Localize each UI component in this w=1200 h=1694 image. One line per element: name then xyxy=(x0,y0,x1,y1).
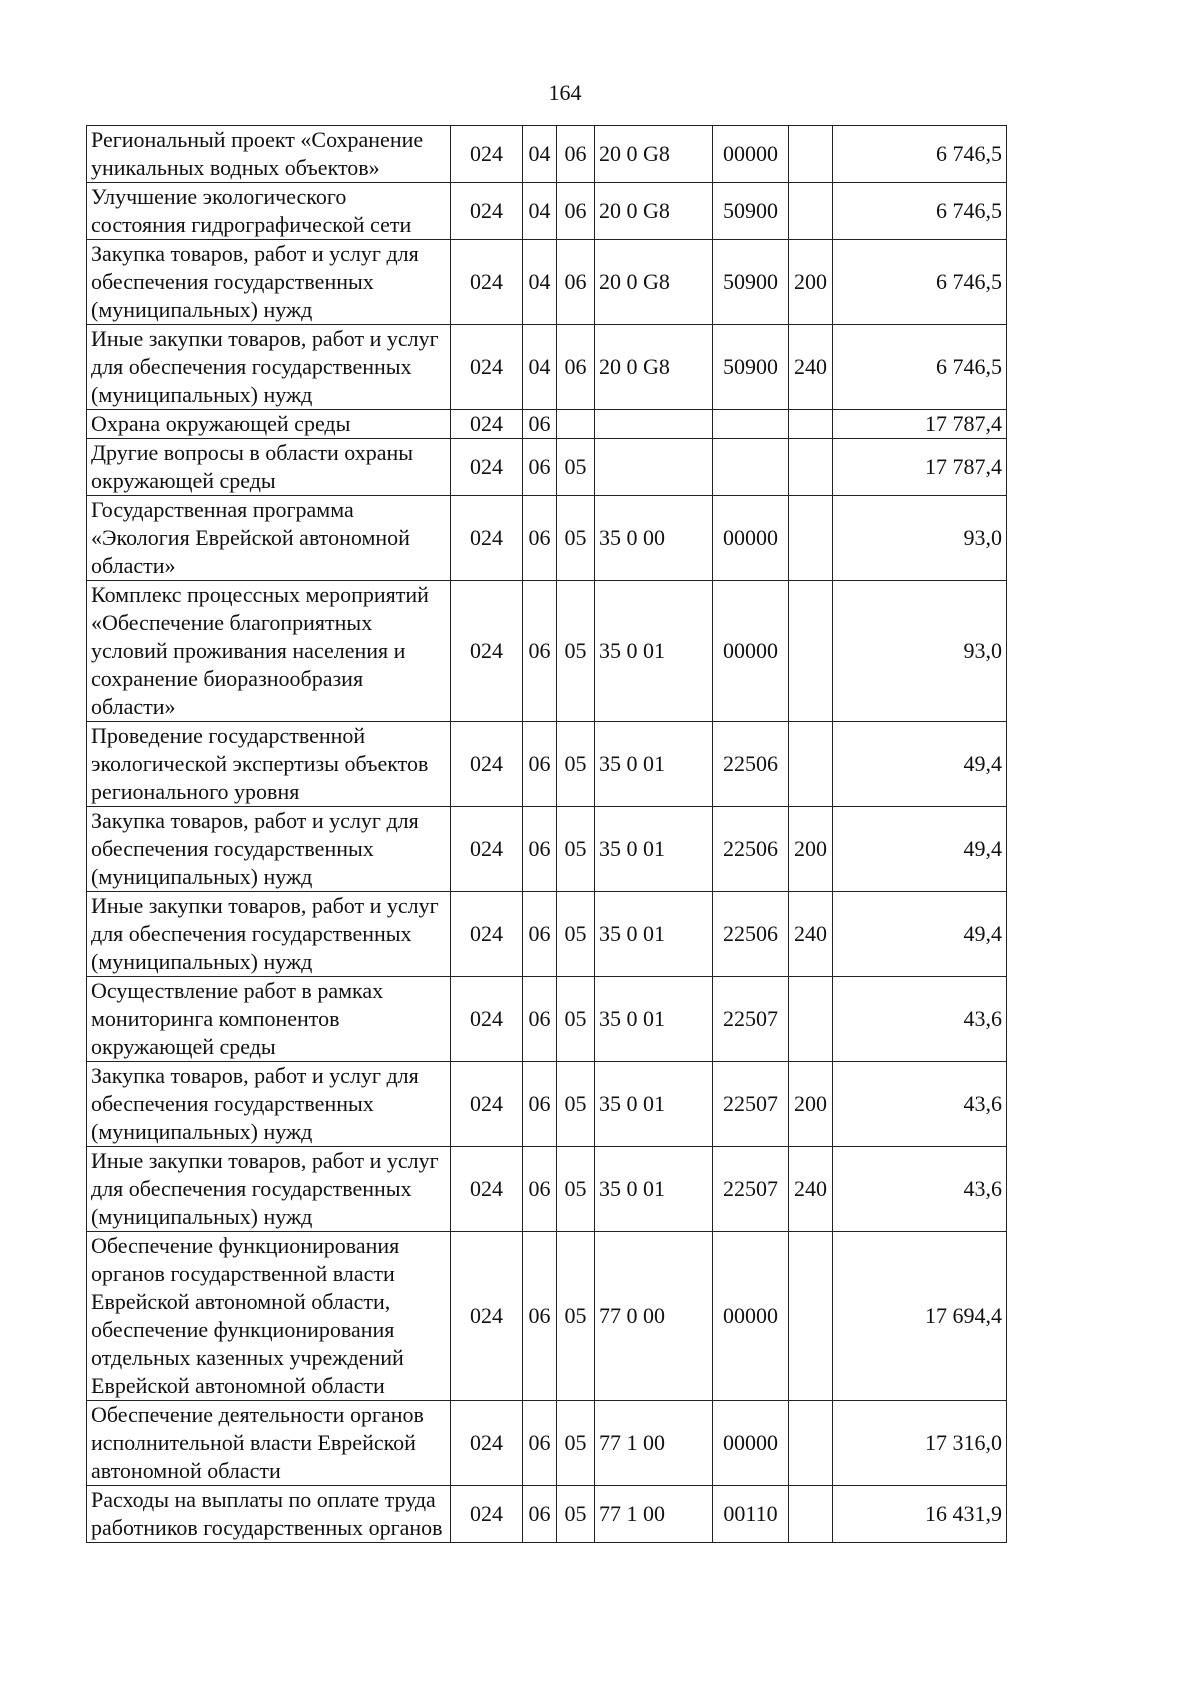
row-name-cell: Иные закупки товаров, работ и услуг для обеспечения государственных (муниципальных) нужд xyxy=(87,1147,451,1232)
table-row xyxy=(87,722,1007,807)
program-code-cell xyxy=(595,439,713,496)
subsection-code-cell: 05 xyxy=(557,496,595,581)
budget-table xyxy=(86,125,1007,1543)
section-code-cell: 06 xyxy=(523,722,557,807)
row-name-cell: Иные закупки товаров, работ и услуг для обеспечения государственных (муниципальных) нужд xyxy=(87,892,451,977)
program-code-cell xyxy=(595,410,713,439)
subsection-code-cell: 05 xyxy=(557,722,595,807)
section-code-cell: 06 xyxy=(523,1232,557,1401)
subsection-code-cell: 05 xyxy=(557,1401,595,1486)
amount-cell: 43,6 xyxy=(833,1147,1007,1232)
table-row xyxy=(87,1062,1007,1147)
ved-code-cell: 024 xyxy=(451,581,523,722)
row-name-cell: Закупка товаров, работ и услуг для обеспечения государственных (муниципальных) нужд xyxy=(87,1062,451,1147)
amount-cell: 17 694,4 xyxy=(833,1232,1007,1401)
table-row xyxy=(87,496,1007,581)
subsection-code-cell: 05 xyxy=(557,892,595,977)
direction-code-cell: 22507 xyxy=(713,977,789,1062)
program-code-cell: 35 0 00 xyxy=(595,496,713,581)
amount-cell: 43,6 xyxy=(833,977,1007,1062)
row-name-cell: Расходы на выплаты по оплате труда работников государственных органов xyxy=(87,1486,451,1543)
direction-code-cell: 22507 xyxy=(713,1062,789,1147)
program-code-cell: 35 0 01 xyxy=(595,892,713,977)
table-row xyxy=(87,1486,1007,1543)
section-code-cell: 06 xyxy=(523,977,557,1062)
amount-cell: 6 746,5 xyxy=(833,183,1007,240)
subsection-code-cell: 05 xyxy=(557,1486,595,1543)
expense-type-cell xyxy=(789,183,833,240)
table-row xyxy=(87,977,1007,1062)
table-row xyxy=(87,240,1007,325)
expense-type-cell xyxy=(789,1232,833,1401)
program-code-cell: 20 0 G8 xyxy=(595,183,713,240)
expense-type-cell xyxy=(789,581,833,722)
direction-code-cell: 00000 xyxy=(713,1401,789,1486)
expense-type-cell: 240 xyxy=(789,892,833,977)
expense-type-cell xyxy=(789,722,833,807)
expense-type-cell xyxy=(789,126,833,183)
row-name-cell: Иные закупки товаров, работ и услуг для обеспечения государственных (муниципальных) нужд xyxy=(87,325,451,410)
subsection-code-cell: 05 xyxy=(557,1062,595,1147)
section-code-cell: 06 xyxy=(523,1062,557,1147)
ved-code-cell: 024 xyxy=(451,496,523,581)
table-row xyxy=(87,439,1007,496)
page-number: 164 xyxy=(548,80,582,105)
expense-type-cell xyxy=(789,439,833,496)
amount-cell: 43,6 xyxy=(833,1062,1007,1147)
direction-code-cell: 22506 xyxy=(713,892,789,977)
section-code-cell: 06 xyxy=(523,439,557,496)
amount-cell: 6 746,5 xyxy=(833,126,1007,183)
section-code-cell: 06 xyxy=(523,807,557,892)
program-code-cell: 35 0 01 xyxy=(595,1062,713,1147)
ved-code-cell: 024 xyxy=(451,183,523,240)
subsection-code-cell: 05 xyxy=(557,1232,595,1401)
subsection-code-cell: 06 xyxy=(557,325,595,410)
expense-type-cell: 200 xyxy=(789,240,833,325)
row-name-cell: Государственная программа «Экология Еврейской автономной области» xyxy=(87,496,451,581)
amount-cell: 49,4 xyxy=(833,722,1007,807)
program-code-cell: 77 0 00 xyxy=(595,1232,713,1401)
section-code-cell: 06 xyxy=(523,1147,557,1232)
ved-code-cell: 024 xyxy=(451,410,523,439)
expense-type-cell xyxy=(789,496,833,581)
ved-code-cell: 024 xyxy=(451,807,523,892)
section-code-cell: 06 xyxy=(523,581,557,722)
direction-code-cell: 00000 xyxy=(713,1232,789,1401)
ved-code-cell: 024 xyxy=(451,126,523,183)
ved-code-cell: 024 xyxy=(451,722,523,807)
section-code-cell: 04 xyxy=(523,325,557,410)
program-code-cell: 20 0 G8 xyxy=(595,240,713,325)
amount-cell: 6 746,5 xyxy=(833,240,1007,325)
ved-code-cell: 024 xyxy=(451,1147,523,1232)
row-name-cell: Обеспечение функционирования органов государственной власти Еврейской автономной области, обеспечение функционирования отдельных казенных учреждений Еврейской автономной области xyxy=(87,1232,451,1401)
table-row xyxy=(87,410,1007,439)
amount-cell: 16 431,9 xyxy=(833,1486,1007,1543)
ved-code-cell: 024 xyxy=(451,977,523,1062)
section-code-cell: 06 xyxy=(523,1401,557,1486)
table-row xyxy=(87,1401,1007,1486)
direction-code-cell xyxy=(713,439,789,496)
ved-code-cell: 024 xyxy=(451,1062,523,1147)
row-name-cell: Проведение государственной экологической экспертизы объектов регионального уровня xyxy=(87,722,451,807)
row-name-cell: Закупка товаров, работ и услуг для обеспечения государственных (муниципальных) нужд xyxy=(87,807,451,892)
ved-code-cell: 024 xyxy=(451,1232,523,1401)
table-row xyxy=(87,126,1007,183)
row-name-cell: Региональный проект «Сохранение уникальных водных объектов» xyxy=(87,126,451,183)
row-name-cell: Охрана окружающей среды xyxy=(87,410,451,439)
program-code-cell: 35 0 01 xyxy=(595,977,713,1062)
program-code-cell: 35 0 01 xyxy=(595,581,713,722)
ved-code-cell: 024 xyxy=(451,1486,523,1543)
amount-cell: 17 316,0 xyxy=(833,1401,1007,1486)
subsection-code-cell: 05 xyxy=(557,1147,595,1232)
direction-code-cell: 50900 xyxy=(713,240,789,325)
program-code-cell: 77 1 00 xyxy=(595,1401,713,1486)
row-name-cell: Улучшение экологического состояния гидрографической сети xyxy=(87,183,451,240)
direction-code-cell: 50900 xyxy=(713,183,789,240)
row-name-cell: Закупка товаров, работ и услуг для обеспечения государственных (муниципальных) нужд xyxy=(87,240,451,325)
section-code-cell: 06 xyxy=(523,1486,557,1543)
ved-code-cell: 024 xyxy=(451,240,523,325)
table-row xyxy=(87,1147,1007,1232)
expense-type-cell xyxy=(789,1401,833,1486)
table-row xyxy=(87,1232,1007,1401)
section-code-cell: 04 xyxy=(523,183,557,240)
table-row xyxy=(87,183,1007,240)
table-row xyxy=(87,325,1007,410)
row-name-cell: Обеспечение деятельности органов исполнительной власти Еврейской автономной области xyxy=(87,1401,451,1486)
expense-type-cell xyxy=(789,410,833,439)
subsection-code-cell: 06 xyxy=(557,183,595,240)
ved-code-cell: 024 xyxy=(451,439,523,496)
expense-type-cell: 200 xyxy=(789,1062,833,1147)
direction-code-cell: 00000 xyxy=(713,126,789,183)
expense-type-cell xyxy=(789,977,833,1062)
program-code-cell: 20 0 G8 xyxy=(595,325,713,410)
direction-code-cell: 22507 xyxy=(713,1147,789,1232)
program-code-cell: 35 0 01 xyxy=(595,722,713,807)
row-name-cell: Осуществление работ в рамках мониторинга компонентов окружающей среды xyxy=(87,977,451,1062)
section-code-cell: 06 xyxy=(523,410,557,439)
table-row xyxy=(87,892,1007,977)
subsection-code-cell: 06 xyxy=(557,126,595,183)
subsection-code-cell: 06 xyxy=(557,240,595,325)
ved-code-cell: 024 xyxy=(451,892,523,977)
section-code-cell: 06 xyxy=(523,496,557,581)
amount-cell: 93,0 xyxy=(833,496,1007,581)
program-code-cell: 35 0 01 xyxy=(595,1147,713,1232)
subsection-code-cell: 05 xyxy=(557,439,595,496)
row-name-cell: Комплекс процессных мероприятий «Обеспечение благоприятных условий проживания населения и сохранение биоразнообразия области» xyxy=(87,581,451,722)
amount-cell: 93,0 xyxy=(833,581,1007,722)
section-code-cell: 04 xyxy=(523,126,557,183)
direction-code-cell: 00110 xyxy=(713,1486,789,1543)
expense-type-cell: 200 xyxy=(789,807,833,892)
ved-code-cell: 024 xyxy=(451,1401,523,1486)
section-code-cell: 06 xyxy=(523,892,557,977)
amount-cell: 49,4 xyxy=(833,892,1007,977)
ved-code-cell: 024 xyxy=(451,325,523,410)
expense-type-cell: 240 xyxy=(789,1147,833,1232)
row-name-cell: Другие вопросы в области охраны окружающей среды xyxy=(87,439,451,496)
subsection-code-cell: 05 xyxy=(557,807,595,892)
expense-type-cell: 240 xyxy=(789,325,833,410)
direction-code-cell: 50900 xyxy=(713,325,789,410)
program-code-cell: 77 1 00 xyxy=(595,1486,713,1543)
table-row xyxy=(87,807,1007,892)
direction-code-cell: 00000 xyxy=(713,496,789,581)
direction-code-cell: 22506 xyxy=(713,722,789,807)
subsection-code-cell: 05 xyxy=(557,977,595,1062)
amount-cell: 17 787,4 xyxy=(833,410,1007,439)
program-code-cell: 35 0 01 xyxy=(595,807,713,892)
table-row xyxy=(87,581,1007,722)
subsection-code-cell: 05 xyxy=(557,581,595,722)
direction-code-cell xyxy=(713,410,789,439)
expense-type-cell xyxy=(789,1486,833,1543)
amount-cell: 6 746,5 xyxy=(833,325,1007,410)
amount-cell: 49,4 xyxy=(833,807,1007,892)
section-code-cell: 04 xyxy=(523,240,557,325)
direction-code-cell: 00000 xyxy=(713,581,789,722)
program-code-cell: 20 0 G8 xyxy=(595,126,713,183)
amount-cell: 17 787,4 xyxy=(833,439,1007,496)
subsection-code-cell xyxy=(557,410,595,439)
direction-code-cell: 22506 xyxy=(713,807,789,892)
